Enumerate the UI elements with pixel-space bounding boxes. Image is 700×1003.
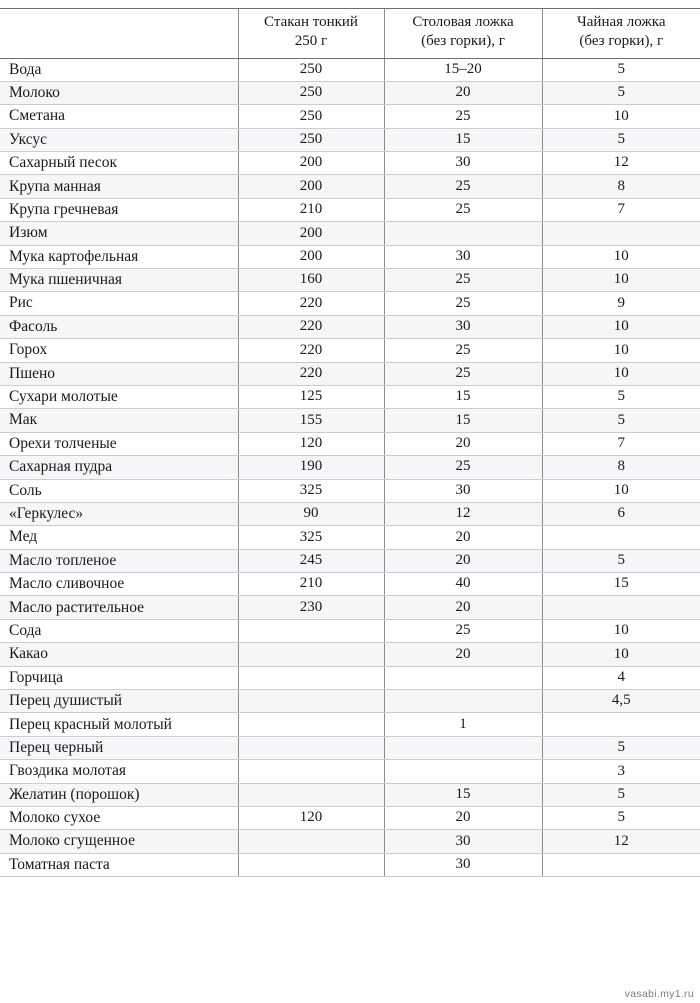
cell-glass-grams: 210 bbox=[238, 573, 384, 596]
cell-product-name: Мак bbox=[0, 409, 238, 432]
column-header-tablespoon-line2: (без горки), г bbox=[421, 32, 505, 49]
cell-glass-grams: 200 bbox=[238, 245, 384, 268]
cell-glass-grams: 250 bbox=[238, 105, 384, 128]
cell-product-name: Сухари молотые bbox=[0, 385, 238, 408]
cell-tablespoon-grams: 25 bbox=[384, 198, 542, 221]
cell-teaspoon-grams bbox=[542, 713, 700, 736]
cell-tablespoon-grams: 15 bbox=[384, 783, 542, 806]
cell-glass-grams: 220 bbox=[238, 339, 384, 362]
column-header-glass-line2: 250 г bbox=[294, 32, 328, 49]
cell-glass-grams: 250 bbox=[238, 128, 384, 151]
cell-product-name: Горчица bbox=[0, 666, 238, 689]
cell-teaspoon-grams: 3 bbox=[542, 760, 700, 783]
cell-tablespoon-grams: 30 bbox=[384, 152, 542, 175]
cell-glass-grams: 325 bbox=[238, 526, 384, 549]
cell-teaspoon-grams: 6 bbox=[542, 502, 700, 525]
cell-glass-grams: 210 bbox=[238, 198, 384, 221]
table-row bbox=[0, 643, 700, 666]
table-row bbox=[0, 596, 700, 619]
table-row bbox=[0, 105, 700, 128]
cell-teaspoon-grams: 5 bbox=[542, 736, 700, 759]
cell-tablespoon-grams: 20 bbox=[384, 432, 542, 455]
table-body bbox=[0, 58, 700, 877]
cell-product-name: Перец красный молотый bbox=[0, 713, 238, 736]
table-row bbox=[0, 292, 700, 315]
cell-tablespoon-grams: 15 bbox=[384, 385, 542, 408]
cell-product-name: Сода bbox=[0, 619, 238, 642]
cell-glass-grams: 230 bbox=[238, 596, 384, 619]
table-row bbox=[0, 175, 700, 198]
cell-glass-grams: 155 bbox=[238, 409, 384, 432]
cell-product-name: Мука картофельная bbox=[0, 245, 238, 268]
cell-tablespoon-grams: 20 bbox=[384, 643, 542, 666]
cell-glass-grams bbox=[238, 830, 384, 853]
cell-tablespoon-grams: 1 bbox=[384, 713, 542, 736]
cell-glass-grams: 250 bbox=[238, 81, 384, 104]
cell-teaspoon-grams: 10 bbox=[542, 315, 700, 338]
cell-teaspoon-grams bbox=[542, 526, 700, 549]
cell-teaspoon-grams: 4,5 bbox=[542, 690, 700, 713]
cell-teaspoon-grams: 5 bbox=[542, 549, 700, 572]
cell-tablespoon-grams: 20 bbox=[384, 526, 542, 549]
cell-product-name: Гвоздика молотая bbox=[0, 760, 238, 783]
cell-glass-grams: 120 bbox=[238, 432, 384, 455]
cell-tablespoon-grams: 12 bbox=[384, 502, 542, 525]
column-header-teaspoon-line2: (без горки), г bbox=[579, 32, 664, 49]
cell-teaspoon-grams: 10 bbox=[542, 643, 700, 666]
cell-tablespoon-grams: 25 bbox=[384, 456, 542, 479]
cell-product-name: Масло топленое bbox=[0, 549, 238, 572]
cell-product-name: Молоко сгущенное bbox=[0, 830, 238, 853]
cell-glass-grams bbox=[238, 736, 384, 759]
cell-product-name: Молоко сухое bbox=[0, 807, 238, 830]
cell-teaspoon-grams: 8 bbox=[542, 175, 700, 198]
cell-glass-grams bbox=[238, 619, 384, 642]
table-row bbox=[0, 409, 700, 432]
cell-tablespoon-grams bbox=[384, 222, 542, 245]
cell-product-name: Изюм bbox=[0, 222, 238, 245]
watermark: vasabi.my1.ru bbox=[624, 988, 694, 1000]
cell-product-name: Горох bbox=[0, 339, 238, 362]
table-row bbox=[0, 339, 700, 362]
table-head bbox=[0, 9, 700, 59]
table-row bbox=[0, 666, 700, 689]
cell-product-name: Сметана bbox=[0, 105, 238, 128]
cell-product-name: Крупа манная bbox=[0, 175, 238, 198]
table-row bbox=[0, 245, 700, 268]
cell-product-name: Молоко bbox=[0, 81, 238, 104]
cell-glass-grams: 200 bbox=[238, 222, 384, 245]
cell-tablespoon-grams: 15–20 bbox=[384, 58, 542, 81]
cell-tablespoon-grams bbox=[384, 690, 542, 713]
cell-tablespoon-grams: 25 bbox=[384, 269, 542, 292]
cell-product-name: Соль bbox=[0, 479, 238, 502]
table-row bbox=[0, 853, 700, 876]
cell-glass-grams: 245 bbox=[238, 549, 384, 572]
cell-tablespoon-grams: 25 bbox=[384, 105, 542, 128]
cell-tablespoon-grams: 30 bbox=[384, 830, 542, 853]
table-row bbox=[0, 549, 700, 572]
cell-glass-grams: 90 bbox=[238, 502, 384, 525]
cell-glass-grams bbox=[238, 643, 384, 666]
cell-product-name: Перец черный bbox=[0, 736, 238, 759]
column-header-teaspoon-line1: Чайная ложка bbox=[577, 14, 666, 30]
cell-product-name: Рис bbox=[0, 292, 238, 315]
table-row bbox=[0, 830, 700, 853]
cell-product-name: Сахарная пудра bbox=[0, 456, 238, 479]
cell-glass-grams: 200 bbox=[238, 175, 384, 198]
table-row bbox=[0, 713, 700, 736]
cell-teaspoon-grams: 4 bbox=[542, 666, 700, 689]
cell-product-name: Крупа гречневая bbox=[0, 198, 238, 221]
cell-teaspoon-grams: 9 bbox=[542, 292, 700, 315]
column-header-teaspoon bbox=[542, 9, 700, 59]
cell-teaspoon-grams: 5 bbox=[542, 409, 700, 432]
table-row bbox=[0, 222, 700, 245]
cell-glass-grams: 200 bbox=[238, 152, 384, 175]
cell-tablespoon-grams: 25 bbox=[384, 619, 542, 642]
table-row bbox=[0, 573, 700, 596]
table-row bbox=[0, 385, 700, 408]
cell-teaspoon-grams: 5 bbox=[542, 385, 700, 408]
cell-product-name: Сахарный песок bbox=[0, 152, 238, 175]
cell-tablespoon-grams: 15 bbox=[384, 409, 542, 432]
cell-glass-grams: 190 bbox=[238, 456, 384, 479]
cell-teaspoon-grams: 5 bbox=[542, 783, 700, 806]
cell-tablespoon-grams: 20 bbox=[384, 549, 542, 572]
cell-glass-grams bbox=[238, 760, 384, 783]
cell-glass-grams bbox=[238, 690, 384, 713]
table-header-row bbox=[0, 9, 700, 59]
cell-tablespoon-grams: 30 bbox=[384, 853, 542, 876]
cell-teaspoon-grams: 5 bbox=[542, 81, 700, 104]
column-header-product bbox=[0, 9, 238, 59]
cell-teaspoon-grams: 10 bbox=[542, 339, 700, 362]
table-wrapper bbox=[0, 8, 700, 877]
cell-tablespoon-grams: 15 bbox=[384, 128, 542, 151]
cell-product-name: Масло сливочное bbox=[0, 573, 238, 596]
table-row bbox=[0, 362, 700, 385]
cell-teaspoon-grams bbox=[542, 222, 700, 245]
cell-product-name: Масло растительное bbox=[0, 596, 238, 619]
table-row bbox=[0, 269, 700, 292]
cell-glass-grams bbox=[238, 853, 384, 876]
table-row bbox=[0, 526, 700, 549]
cell-teaspoon-grams: 15 bbox=[542, 573, 700, 596]
column-header-glass-line1: Стакан тонкий bbox=[264, 14, 358, 30]
table-row bbox=[0, 198, 700, 221]
cell-tablespoon-grams bbox=[384, 666, 542, 689]
cell-teaspoon-grams: 7 bbox=[542, 198, 700, 221]
cell-product-name: Орехи толченые bbox=[0, 432, 238, 455]
cell-tablespoon-grams bbox=[384, 760, 542, 783]
cell-teaspoon-grams: 5 bbox=[542, 807, 700, 830]
cell-tablespoon-grams bbox=[384, 736, 542, 759]
table-row bbox=[0, 81, 700, 104]
cell-product-name: Желатин (порошок) bbox=[0, 783, 238, 806]
cell-tablespoon-grams: 30 bbox=[384, 245, 542, 268]
cell-teaspoon-grams bbox=[542, 853, 700, 876]
cell-teaspoon-grams: 8 bbox=[542, 456, 700, 479]
cell-product-name: Вода bbox=[0, 58, 238, 81]
cell-product-name: Мука пшеничная bbox=[0, 269, 238, 292]
column-header-tablespoon-line1: Столовая ложка bbox=[412, 14, 514, 30]
cell-tablespoon-grams: 25 bbox=[384, 175, 542, 198]
cell-glass-grams bbox=[238, 713, 384, 736]
cell-glass-grams: 125 bbox=[238, 385, 384, 408]
cell-teaspoon-grams: 10 bbox=[542, 479, 700, 502]
table-row bbox=[0, 315, 700, 338]
table-row bbox=[0, 690, 700, 713]
cell-tablespoon-grams: 30 bbox=[384, 315, 542, 338]
cell-teaspoon-grams: 7 bbox=[542, 432, 700, 455]
cell-teaspoon-grams: 10 bbox=[542, 619, 700, 642]
cell-tablespoon-grams: 20 bbox=[384, 81, 542, 104]
cell-product-name: Пшено bbox=[0, 362, 238, 385]
cell-glass-grams: 160 bbox=[238, 269, 384, 292]
cell-tablespoon-grams: 25 bbox=[384, 362, 542, 385]
cell-teaspoon-grams: 10 bbox=[542, 245, 700, 268]
cell-tablespoon-grams: 30 bbox=[384, 479, 542, 502]
table-row bbox=[0, 58, 700, 81]
cell-teaspoon-grams: 10 bbox=[542, 269, 700, 292]
cell-teaspoon-grams bbox=[542, 596, 700, 619]
cell-product-name: Уксус bbox=[0, 128, 238, 151]
cell-tablespoon-grams: 40 bbox=[384, 573, 542, 596]
table-row bbox=[0, 736, 700, 759]
cell-product-name: Какао bbox=[0, 643, 238, 666]
table-row bbox=[0, 432, 700, 455]
cell-teaspoon-grams: 12 bbox=[542, 152, 700, 175]
cell-glass-grams: 220 bbox=[238, 315, 384, 338]
table-row bbox=[0, 760, 700, 783]
column-header-glass bbox=[238, 9, 384, 59]
table-row bbox=[0, 479, 700, 502]
table-row bbox=[0, 128, 700, 151]
cell-glass-grams bbox=[238, 783, 384, 806]
table-row bbox=[0, 619, 700, 642]
cell-tablespoon-grams: 20 bbox=[384, 596, 542, 619]
measures-table bbox=[0, 8, 700, 877]
cell-teaspoon-grams: 12 bbox=[542, 830, 700, 853]
cell-teaspoon-grams: 5 bbox=[542, 58, 700, 81]
cell-glass-grams bbox=[238, 666, 384, 689]
table-row bbox=[0, 502, 700, 525]
column-header-tablespoon bbox=[384, 9, 542, 59]
cell-teaspoon-grams: 10 bbox=[542, 105, 700, 128]
cell-product-name: Томатная паста bbox=[0, 853, 238, 876]
cell-teaspoon-grams: 10 bbox=[542, 362, 700, 385]
table-row bbox=[0, 807, 700, 830]
cell-product-name: Перец душистый bbox=[0, 690, 238, 713]
cell-tablespoon-grams: 25 bbox=[384, 339, 542, 362]
cell-glass-grams: 220 bbox=[238, 292, 384, 315]
cell-glass-grams: 325 bbox=[238, 479, 384, 502]
cell-tablespoon-grams: 25 bbox=[384, 292, 542, 315]
cell-product-name: Мед bbox=[0, 526, 238, 549]
cell-glass-grams: 250 bbox=[238, 58, 384, 81]
table-row bbox=[0, 152, 700, 175]
cell-product-name: «Геркулес» bbox=[0, 502, 238, 525]
cell-teaspoon-grams: 5 bbox=[542, 128, 700, 151]
table-row bbox=[0, 783, 700, 806]
cell-glass-grams: 120 bbox=[238, 807, 384, 830]
cell-product-name: Фасоль bbox=[0, 315, 238, 338]
table-row bbox=[0, 456, 700, 479]
cell-tablespoon-grams: 20 bbox=[384, 807, 542, 830]
cell-glass-grams: 220 bbox=[238, 362, 384, 385]
